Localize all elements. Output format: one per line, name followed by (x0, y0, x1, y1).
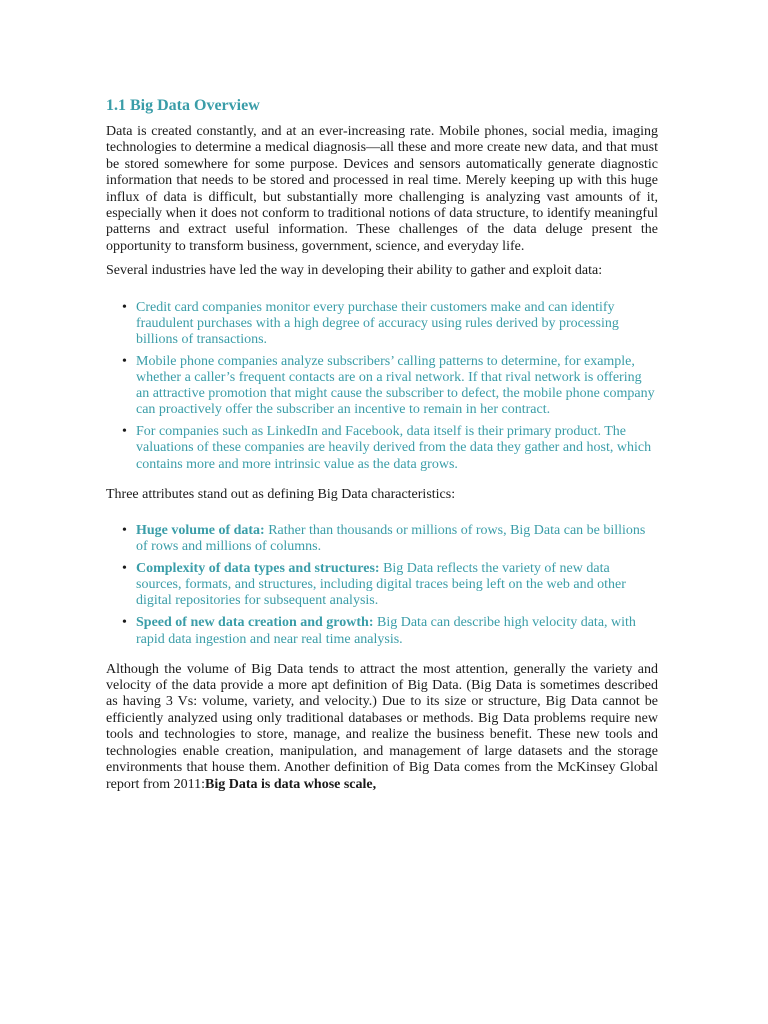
industries-intro: Several industries have led the way in developing their ability to gather and exploit data: (106, 263, 603, 279)
attribute-text: Big Data reflects the variety of new data sources, formats, and structures, including digital traces being left on the web and other digital repositories for subsequent analysis. (136, 561, 626, 609)
attribute-term: Huge volume of data: (136, 523, 265, 538)
list-item (122, 523, 658, 555)
definition-paragraph (106, 662, 658, 793)
list-item-text: For companies such as LinkedIn and Facebook, data itself is their primary product. The valuations of these companies are heavily derived from the data they gather and host, which contains more and more intrinsic value as the data grows. (136, 424, 652, 472)
definition-emphasis: Big Data is data whose scale, (205, 776, 377, 792)
bullet-icon: • (122, 353, 127, 369)
attribute-term: Speed of new data creation and growth: (136, 615, 374, 631)
list-item (122, 615, 658, 647)
list-item (122, 424, 658, 472)
industries-list (106, 300, 658, 473)
document-page (106, 96, 658, 801)
attribute-text: Rather than thousands or millions of rows, Big Data can be billions of rows and millions of columns. (136, 523, 646, 555)
section-heading: 1.1 Big Data Overview (106, 97, 260, 114)
bullet-icon: • (122, 424, 127, 440)
bullet-icon: • (122, 523, 127, 538)
list-item-text: Credit card companies monitor every purchase their customers make and can identify fraudulent purchases with a high degree of accuracy using rules derived by processing billions of transactions. (136, 299, 619, 347)
bullet-icon: • (122, 615, 127, 631)
bullet-icon: • (122, 299, 127, 315)
definition-text: Although the volume of Big Data tends to attract the most attention, generally the variety and velocity of the data provide a more apt definition of Big Data. (Big Data is sometimes described as having 3 Vs: volume, variety, and velocity.) Due to its size or structure, Big Data cannot be efficiently analyzed using only traditional databases or methods. Big Data problems require new tools and technologies to store, manage, and realize the business benefit. These new tools and technologies enable creation, manipulation, and management of large datasets and the storage environments that house them. Another definition of Big Data comes from the McKinsey Global report from 2011: (106, 661, 658, 792)
attributes-intro: Three attributes stand out as defining Big Data characteristics: (106, 486, 456, 502)
list-item (122, 299, 658, 348)
list-item (122, 353, 658, 418)
bullet-icon: • (122, 561, 127, 577)
attribute-text: Big Data can describe high velocity data, with rapid data ingestion and near real time analysis. (136, 615, 636, 647)
attribute-term: Complexity of data types and structures: (136, 561, 380, 577)
intro-paragraph: Data is created constantly, and at an ever-increasing rate. Mobile phones, social media, imaging technologies to determine a medical diagnosis—all these and more create new data, and that must be stored somewhere for some purpose. Devices and sensors automatically generate diagnostic information that needs to be stored and processed in real time. Merely keeping up with this huge influx of data is difficult, but substantially more challenging is analyzing vast amounts of it, especially when it does not conform to traditional notions of data structure, to identify meaningful patterns and extract useful information. These challenges of the data deluge present the opportunity to transform business, government, science, and everyday life. (106, 124, 658, 254)
list-item-text: Mobile phone companies analyze subscribers’ calling patterns to determine, for example, whether a caller’s frequent contacts are on a rival network. If that rival network is offering an attractive promotion that might cause the subscriber to defect, the mobile phone company can proactively offer the subscriber an incentive to remain in her contract. (136, 353, 655, 418)
attributes-list (106, 523, 658, 648)
list-item (122, 561, 658, 609)
